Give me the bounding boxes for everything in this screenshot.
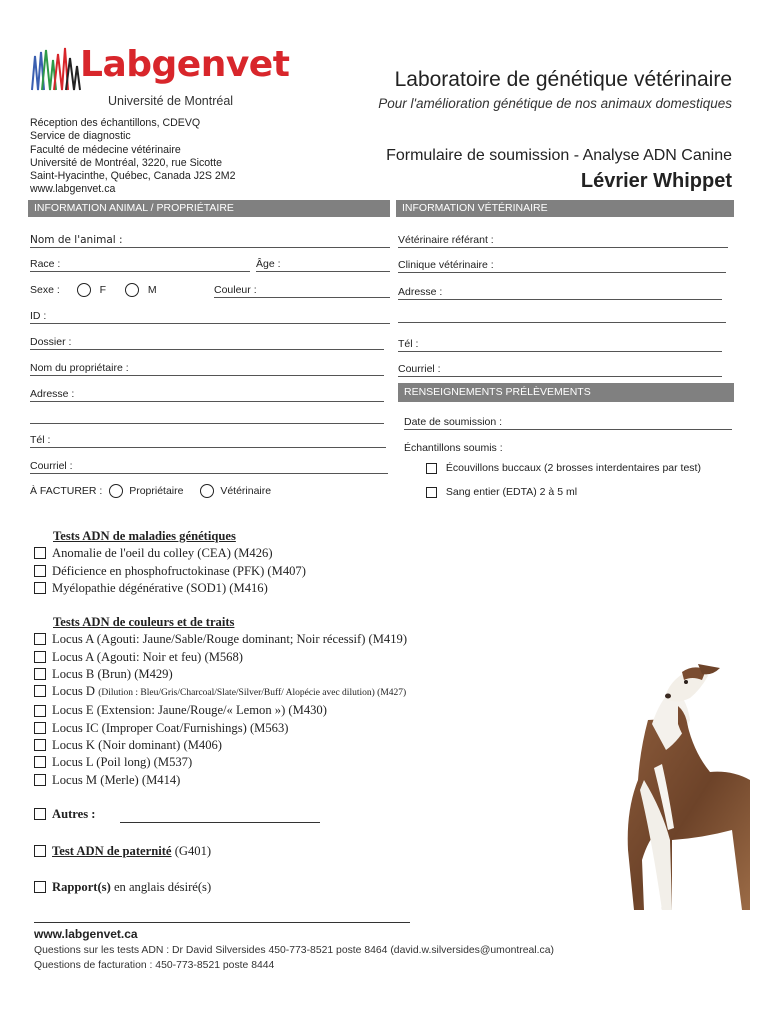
test-checkbox[interactable] (34, 685, 46, 697)
paternity-test-label: Test ADN de paternité (52, 844, 172, 858)
billing-label: À FACTURER : (30, 484, 103, 497)
list-item (34, 545, 306, 562)
other-test-row (34, 806, 96, 823)
sex-selector (30, 283, 157, 297)
test-label: Locus L (Poil long) (M537) (52, 755, 193, 770)
owner-email-field[interactable] (30, 459, 388, 474)
list-item (34, 631, 407, 648)
color-label: Couleur : (214, 284, 257, 296)
vet-address-line2[interactable] (398, 321, 726, 323)
list-item (34, 563, 306, 580)
paternity-test-checkbox[interactable] (34, 845, 46, 857)
footer-website-link[interactable]: www.labgenvet.ca (34, 927, 138, 941)
test-checkbox[interactable] (34, 774, 46, 786)
animal-name-label: Nom de l'animal : (30, 234, 123, 246)
english-report-checkbox[interactable] (34, 881, 46, 893)
lab-subtitle: Pour l'amélioration génétique de nos animaux domestiques (378, 96, 732, 111)
english-report-rest: en anglais désiré(s) (113, 880, 212, 894)
list-item (34, 649, 407, 666)
owner-email-label: Courriel : (30, 460, 73, 472)
dossier-label: Dossier : (30, 336, 72, 348)
address-line: Saint-Hyacinthe, Québec, Canada J2S 2M2 (30, 170, 236, 183)
other-test-checkbox[interactable] (34, 808, 46, 820)
address-line: Université de Montréal, 3220, rue Sicotte (30, 156, 222, 169)
test-label: Locus M (Merle) (M414) (52, 772, 181, 787)
list-item (34, 580, 306, 597)
race-field[interactable] (30, 257, 250, 272)
sex-f-label: F (99, 283, 107, 296)
disease-tests-list (34, 528, 306, 597)
samples-submitted-label: Échantillons soumis : (404, 442, 503, 454)
list-item (34, 683, 407, 702)
billing-selector (30, 484, 271, 498)
race-label: Race : (30, 258, 61, 270)
form-title: Formulaire de soumission - Analyse ADN Canine (386, 147, 732, 164)
owner-name-field[interactable] (30, 361, 384, 376)
list-item (34, 720, 407, 737)
logo-university: Université de Montréal (108, 94, 234, 108)
sample-option-buccal (426, 462, 701, 474)
whole-blood-checkbox[interactable] (426, 487, 437, 498)
paternity-test-code: (G401) (174, 844, 212, 858)
owner-phone-field[interactable] (30, 433, 386, 448)
dna-chromatogram-icon (30, 46, 82, 92)
test-detail: (Dilution : Bleu/Gris/Charcoal/Slate/Silver/Buff/ Alopécie avec dilution) (M427) (98, 688, 407, 699)
logo-name: Labgenvet (80, 44, 290, 85)
age-field[interactable] (256, 257, 390, 272)
id-label: ID : (30, 310, 47, 322)
referring-vet-label: Vétérinaire référant : (398, 234, 494, 246)
sex-m-label: M (147, 283, 157, 296)
test-checkbox[interactable] (34, 739, 46, 751)
test-label: Locus E (Extension: Jaune/Rouge/« Lemon ») (M430) (52, 703, 327, 718)
billing-owner-radio[interactable] (109, 484, 123, 498)
referring-vet-field[interactable] (398, 233, 728, 248)
other-test-label: Autres : (52, 807, 96, 821)
list-item (34, 666, 407, 683)
trait-tests-heading: Tests ADN de couleurs et de traits (53, 615, 235, 629)
color-field[interactable] (214, 283, 390, 298)
billing-vet-label: Vétérinaire (220, 484, 272, 497)
reception-address (30, 117, 236, 197)
test-label: Myélopathie dégénérative (SOD1) (M416) (52, 580, 268, 595)
vet-phone-field[interactable] (398, 337, 722, 352)
footer-billing-contact: Questions de facturation : 450-773-8521 poste 8444 (34, 960, 275, 971)
other-test-field[interactable] (120, 822, 320, 823)
list-item (34, 772, 407, 789)
billing-vet-radio[interactable] (200, 484, 214, 498)
english-report-label: Rapport(s) (52, 880, 111, 894)
owner-address-label: Adresse : (30, 388, 75, 400)
test-checkbox[interactable] (34, 633, 46, 645)
test-checkbox[interactable] (34, 547, 46, 559)
breed-title: Lévrier Whippet (580, 170, 732, 192)
buccal-swab-label: Écouvillons buccaux (2 brosses interdentaires par test) (445, 462, 701, 474)
owner-address-field[interactable] (30, 387, 384, 402)
vet-address-field[interactable] (398, 285, 722, 300)
sex-m-radio[interactable] (125, 283, 139, 297)
test-label: Locus IC (Improper Coat/Furnishings) (M563) (52, 720, 289, 735)
dossier-field[interactable] (30, 335, 384, 350)
list-item (34, 702, 407, 719)
clinic-field[interactable] (398, 258, 726, 273)
animal-name-field[interactable] (30, 233, 390, 248)
id-field[interactable] (30, 309, 390, 324)
english-report-row (34, 879, 211, 896)
test-checkbox[interactable] (34, 756, 46, 768)
billing-owner-label: Propriétaire (129, 484, 184, 497)
test-label: Locus D (52, 684, 96, 699)
test-checkbox[interactable] (34, 651, 46, 663)
clinic-label: Clinique vétérinaire : (398, 259, 494, 271)
list-item (34, 754, 407, 771)
address-website: www.labgenvet.ca (30, 183, 116, 196)
test-checkbox[interactable] (34, 668, 46, 680)
sex-f-radio[interactable] (77, 283, 91, 297)
test-checkbox[interactable] (34, 705, 46, 717)
footer-divider (34, 922, 410, 923)
test-checkbox[interactable] (34, 582, 46, 594)
disease-tests-heading: Tests ADN de maladies génétiques (53, 529, 236, 543)
buccal-swab-checkbox[interactable] (426, 463, 437, 474)
vet-email-field[interactable] (398, 362, 722, 377)
test-label: Déficience en phosphofructokinase (PFK) (M407) (52, 563, 306, 578)
trait-tests-list (34, 614, 407, 789)
test-label: Locus A (Agouti: Jaune/Sable/Rouge dominant; Noir récessif) (M419) (52, 632, 408, 647)
address-line: Faculté de médecine vétérinaire (30, 143, 181, 156)
vet-address-label: Adresse : (398, 286, 443, 298)
vet-phone-label: Tél : (398, 338, 419, 350)
labgenvet-logo (30, 44, 290, 112)
test-label: Locus B (Brun) (M429) (52, 666, 173, 681)
whole-blood-label: Sang entier (EDTA) 2 à 5 ml (445, 486, 578, 498)
sample-option-blood (426, 486, 577, 498)
submission-date-field[interactable] (404, 415, 732, 430)
list-item (34, 737, 407, 754)
lab-title: Laboratoire de génétique vétérinaire (394, 68, 732, 91)
section-animal-owner: INFORMATION ANIMAL / PROPRIÉTAIRE (28, 200, 390, 217)
owner-phone-label: Tél : (30, 434, 51, 446)
test-checkbox[interactable] (34, 722, 46, 734)
address-line: Service de diagnostic (30, 130, 131, 143)
test-label: Locus K (Noir dominant) (M406) (52, 738, 222, 753)
test-label: Locus A (Agouti: Noir et feu) (M568) (52, 649, 243, 664)
whippet-dog-image (582, 660, 750, 920)
test-checkbox[interactable] (34, 565, 46, 577)
sex-label: Sexe : (30, 283, 60, 296)
owner-address-line2[interactable] (30, 422, 384, 424)
section-veterinary: INFORMATION VÉTÉRINAIRE (396, 200, 734, 217)
footer-tests-contact: Questions sur les tests ADN : Dr David Silversides 450-773-8521 poste 8464 (david.w.silversides@umontreal.ca) (34, 945, 554, 956)
vet-email-label: Courriel : (398, 363, 441, 375)
age-label: Âge : (256, 258, 281, 270)
owner-name-label: Nom du propriétaire : (30, 362, 129, 374)
address-line: Réception des échantillons, CDEVQ (30, 117, 201, 129)
paternity-test-row (34, 843, 211, 860)
test-label: Anomalie de l'oeil du colley (CEA) (M426) (52, 546, 273, 561)
section-samples: RENSEIGNEMENTS PRÉLÈVEMENTS (398, 383, 734, 402)
submission-date-label: Date de soumission : (404, 416, 503, 428)
